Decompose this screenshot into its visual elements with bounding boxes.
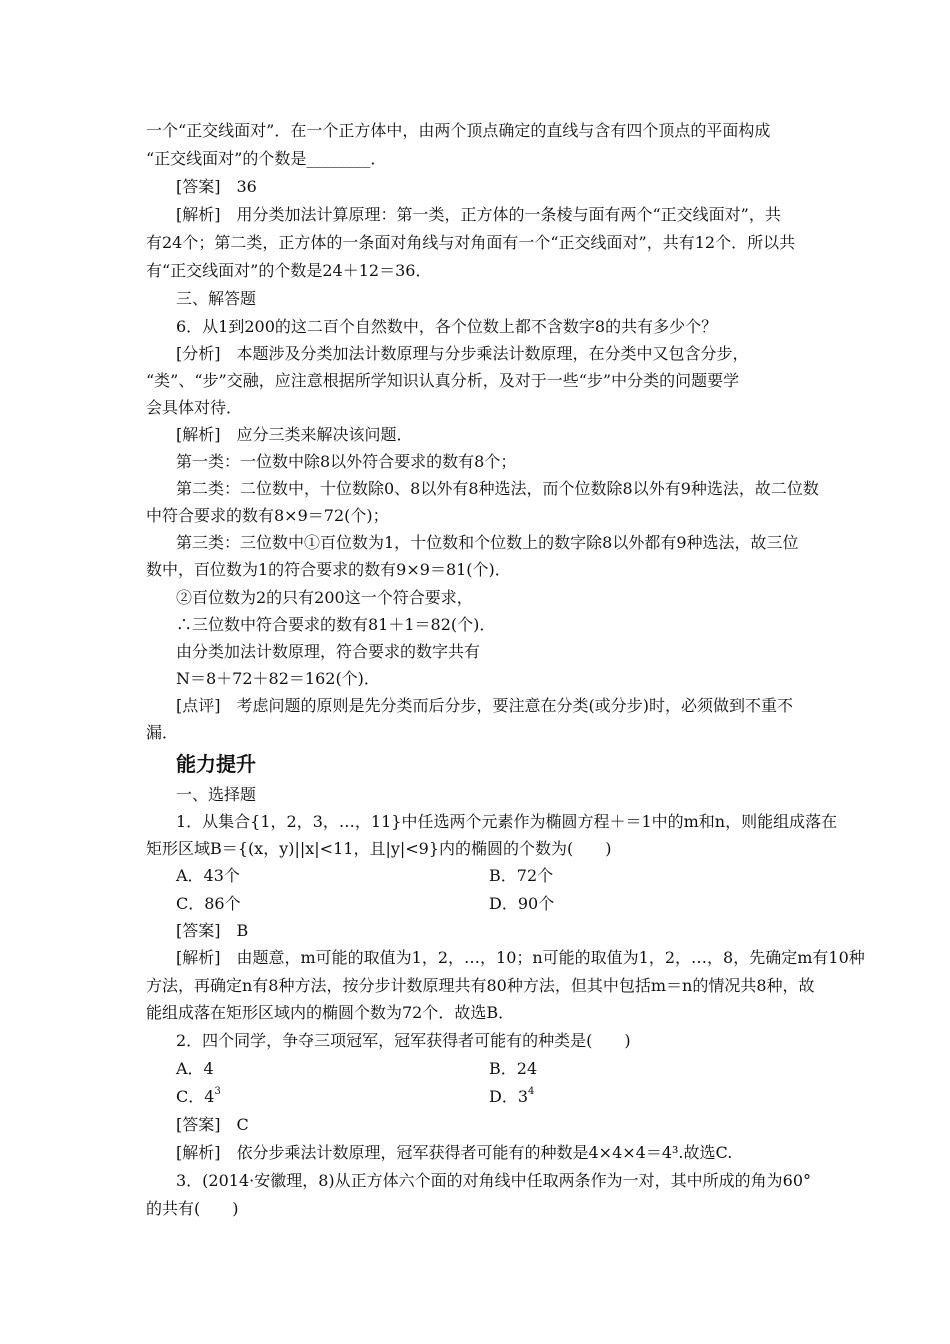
answer-line: [答案] B xyxy=(176,921,249,940)
text-line: 方法，再确定n有8种方法，按分步计数原理共有80种方法，但其中包括m＝n的情况共8种，故 xyxy=(146,976,815,995)
option-c: C．86个 xyxy=(176,894,241,913)
text-line: 第三类：三位数中①百位数为1，十位数和个位数上的数字除8以外都有9种选法，故三位 xyxy=(176,533,799,552)
question-line: 2．四个同学，争夺三项冠军，冠军获得者可能有的种类是( ) xyxy=(176,1031,631,1050)
text-line: 第二类：二位数中，十位数除0、8以外有8种选法，而个位数除8以外有9种选法，故二位数 xyxy=(176,479,819,498)
option-c xyxy=(176,1087,476,1107)
explanation-line: [解析] 用分类加法计算原理：第一类，正方体的一条棱与面有两个“正交线面对”，共 xyxy=(176,205,781,224)
explanation-line: [解析] 应分三类来解决该问题． xyxy=(176,425,413,444)
text-line: 漏． xyxy=(146,723,179,742)
text-line: 数中，百位数为1的符合要求的数有9×9＝81(个)． xyxy=(146,560,511,579)
question-line: 6．从1到200的这二百个自然数中，各个位数上都不含数字8的共有多少个？ xyxy=(176,317,718,336)
text-line: ∴三位数中符合要求的数有81＋1＝82(个)． xyxy=(176,615,496,634)
text-line: “正交线面对”的个数是________． xyxy=(146,149,387,168)
question-line: 3．(2014·安徽理，8)从正方体六个面的对角线中任取两条作为一对，其中所成的角为60° xyxy=(176,1171,812,1190)
option-c-base: C．4 xyxy=(176,1087,215,1106)
section-title: 三、解答题 xyxy=(176,289,257,308)
text-line: 会具体对待． xyxy=(146,398,243,417)
option-a: A．43个 xyxy=(176,866,240,885)
text-line: “类”、“步”交融，应注意根据所学知识认真分析，及对于一些“步”中分类的问题要学 xyxy=(146,371,740,390)
option-a: A．4 xyxy=(176,1059,214,1078)
text-line: 的共有( ) xyxy=(146,1199,239,1218)
option-d xyxy=(489,1087,534,1107)
explanation-line: [解析] 由题意，m可能的取值为1，2，…，10；n可能的取值为1，2，…，8，先确定m有10种 xyxy=(176,948,865,967)
explanation-line: [解析] 依分步乘法计数原理，冠军获得者可能有的种数是4×4×4＝4³.故选C. xyxy=(176,1143,733,1162)
text-line: 矩形区域B＝{(x，y)||x|<11，且|y|<9}内的椭圆的个数为( ) xyxy=(146,839,612,858)
text-line: 能组成落在矩形区域内的椭圆个数为72个．故选B． xyxy=(146,1003,515,1022)
formula-line: N＝8＋72＋82＝162(个)． xyxy=(176,669,380,688)
analysis-line: [分析] 本题涉及分类加法计数原理与分步乘法计数原理，在分类中又包含分步， xyxy=(176,344,749,363)
answer-line: [答案] C xyxy=(176,1115,249,1134)
text-line: 有24个；第二类，正方体的一条面对角线与对角面有一个“正交线面对”，共有12个．所以共 xyxy=(146,233,796,252)
text-line: ②百位数为2的只有200这一个符合要求， xyxy=(176,588,473,607)
option-d: D．90个 xyxy=(489,894,555,913)
section-heading: 能力提升 xyxy=(176,752,256,776)
text-line: 有“正交线面对”的个数是24＋12＝36． xyxy=(146,261,432,280)
text-line: 第一类：一位数中除8以外符合要求的数有8个； xyxy=(176,452,517,471)
option-b: B．72个 xyxy=(489,866,554,885)
text-line: 由分类加法计数原理，符合要求的数字共有 xyxy=(176,642,481,661)
option-b: B．24 xyxy=(489,1059,538,1078)
text-line: 一个“正交线面对”．在一个正方体中，由两个顶点确定的直线与含有四个顶点的平面构成 xyxy=(146,121,771,140)
comment-line: [点评] 考虑问题的原则是先分类而后分步，要注意在分类(或分步)时，必须做到不重不 xyxy=(176,696,793,715)
option-d-exponent: 4 xyxy=(528,1086,535,1097)
answer-line: [答案] 36 xyxy=(176,177,257,196)
option-d-base: D．3 xyxy=(489,1087,529,1106)
text-line: 中符合要求的数有8×9＝72(个)； xyxy=(146,506,389,525)
section-title: 一、选择题 xyxy=(176,785,257,804)
question-line: 1．从集合{1，2，3，…，11}中任选两个元素作为椭圆方程＋＝1中的m和n，则能组成落在 xyxy=(176,812,838,831)
option-c-exponent: 3 xyxy=(214,1086,221,1097)
